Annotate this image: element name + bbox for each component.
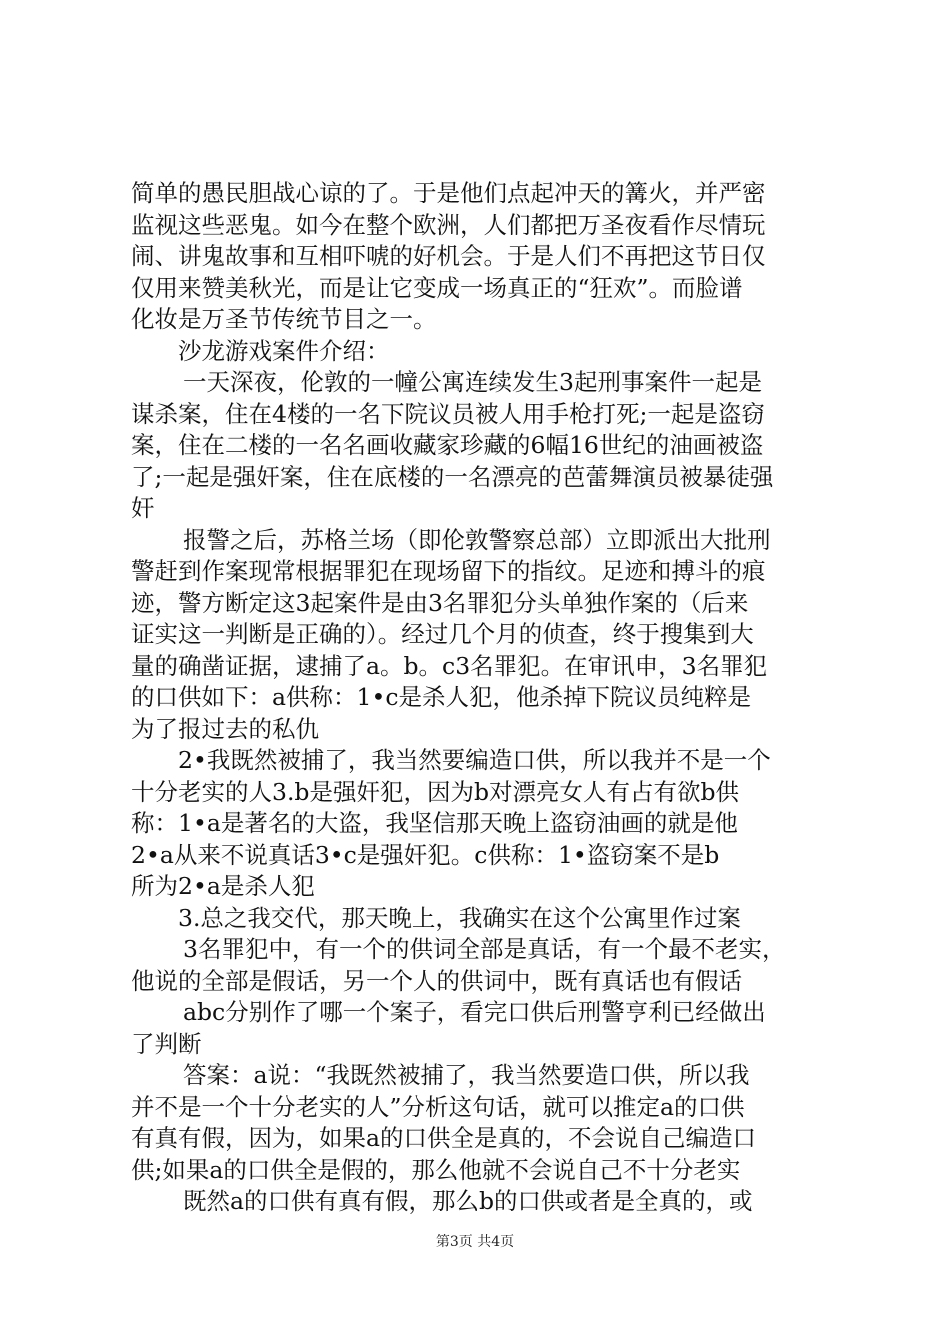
- text-line: 仅用来赞美秋光，而是让它变成一场真正的“狂欢”。而脸谱: [131, 273, 743, 302]
- text-line: 警赶到作案现常根据罪犯在现场留下的指纹。足迹和搏斗的痕: [131, 557, 766, 585]
- text-line: 量的确凿证据，逮捕了a。b。c3名罪犯。在审讯申，3名罪犯: [131, 651, 768, 680]
- text-line: 既然a的口供有真有假，那么b的口供或者是全真的，或: [183, 1187, 753, 1215]
- page-footer: 第3页 共4页: [435, 1234, 515, 1250]
- text-line: 监视这些恶鬼。如今在整个欧洲，人们都把万圣夜看作尽情玩: [131, 210, 766, 239]
- text-line: 称：1•a是著名的大盗，我坚信那天晚上盗窃油画的就是他: [131, 809, 738, 837]
- text-line: 了;一起是强奸案，住在底楼的一名漂亮的芭蕾舞演员被暴徒强: [131, 462, 774, 491]
- text-line: 3.总之我交代，那天晚上，我确实在这个公寓里作过案: [178, 903, 741, 932]
- text-line: 案，住在二楼的一名名画收藏家珍藏的6幅16世纪的油画被盗: [131, 431, 764, 459]
- text-line: abc分别作了哪一个案子，看完口供后刑警亨利已经做出: [183, 998, 766, 1026]
- text-line: 十分老实的人3.b是强奸犯，因为b对漂亮女人有占有欲b供: [131, 777, 740, 806]
- text-line: 他说的全部是假话，另一个人的供词中，既有真话也有假话: [131, 966, 742, 995]
- text-line: 谋杀案，住在4楼的一名下院议员被人用手枪打死;一起是盗窃: [131, 399, 765, 428]
- text-line: 2•我既然被捕了，我当然要编造口供，所以我并不是一个: [178, 746, 771, 774]
- text-line: 的口供如下：a供称：1•c是杀人犯，他杀掉下院议员纯粹是: [131, 683, 751, 711]
- text-line: 并不是一个十分老实的人”分析这句话，就可以推定a的口供: [131, 1092, 745, 1121]
- text-line: 有真有假，因为，如果a的口供全是真的，不会说自己编造口: [131, 1124, 757, 1152]
- text-line: 所为2•a是杀人犯: [131, 872, 315, 900]
- text-line: 奸: [131, 494, 155, 522]
- text-line: 2•a从来不说真话3•c是强奸犯。c供称：1•盗窃案不是b: [131, 840, 720, 869]
- text-line: 了判断: [131, 1029, 202, 1058]
- text-line: 一天深夜，伦敦的一幢公寓连续发生3起刑事案件一起是: [183, 368, 762, 396]
- text-line: 3名罪犯中，有一个的供词全部是真话，有一个最不老实，: [183, 935, 786, 963]
- text-line: 为了报过去的私仇: [131, 714, 319, 743]
- text-line: 供;如果a的口供全是假的，那么他就不会说自己不十分老实: [131, 1155, 741, 1184]
- section-heading: 沙龙游戏案件介绍：: [178, 336, 390, 365]
- text-line: 化妆是万圣节传统节目之一。: [131, 305, 437, 333]
- text-line: 迹，警方断定这3起案件是由3名罪犯分头单独作案的（后来: [131, 588, 749, 617]
- text-line: 证实这一判断是正确的）。经过几个月的侦查，终于搜集到大: [131, 620, 754, 648]
- text-line: 报警之后，苏格兰场（即伦敦警察总部）立即派出大批刑: [183, 525, 771, 554]
- text-line: 答案：a说：“我既然被捕了，我当然要造口供，所以我: [183, 1061, 750, 1089]
- text-line: 简单的愚民胆战心谅的了。于是他们点起冲天的篝火，并严密: [131, 179, 766, 207]
- text-line: 闹、讲鬼故事和互相吓唬的好机会。于是人们不再把这节日仅: [131, 242, 766, 270]
